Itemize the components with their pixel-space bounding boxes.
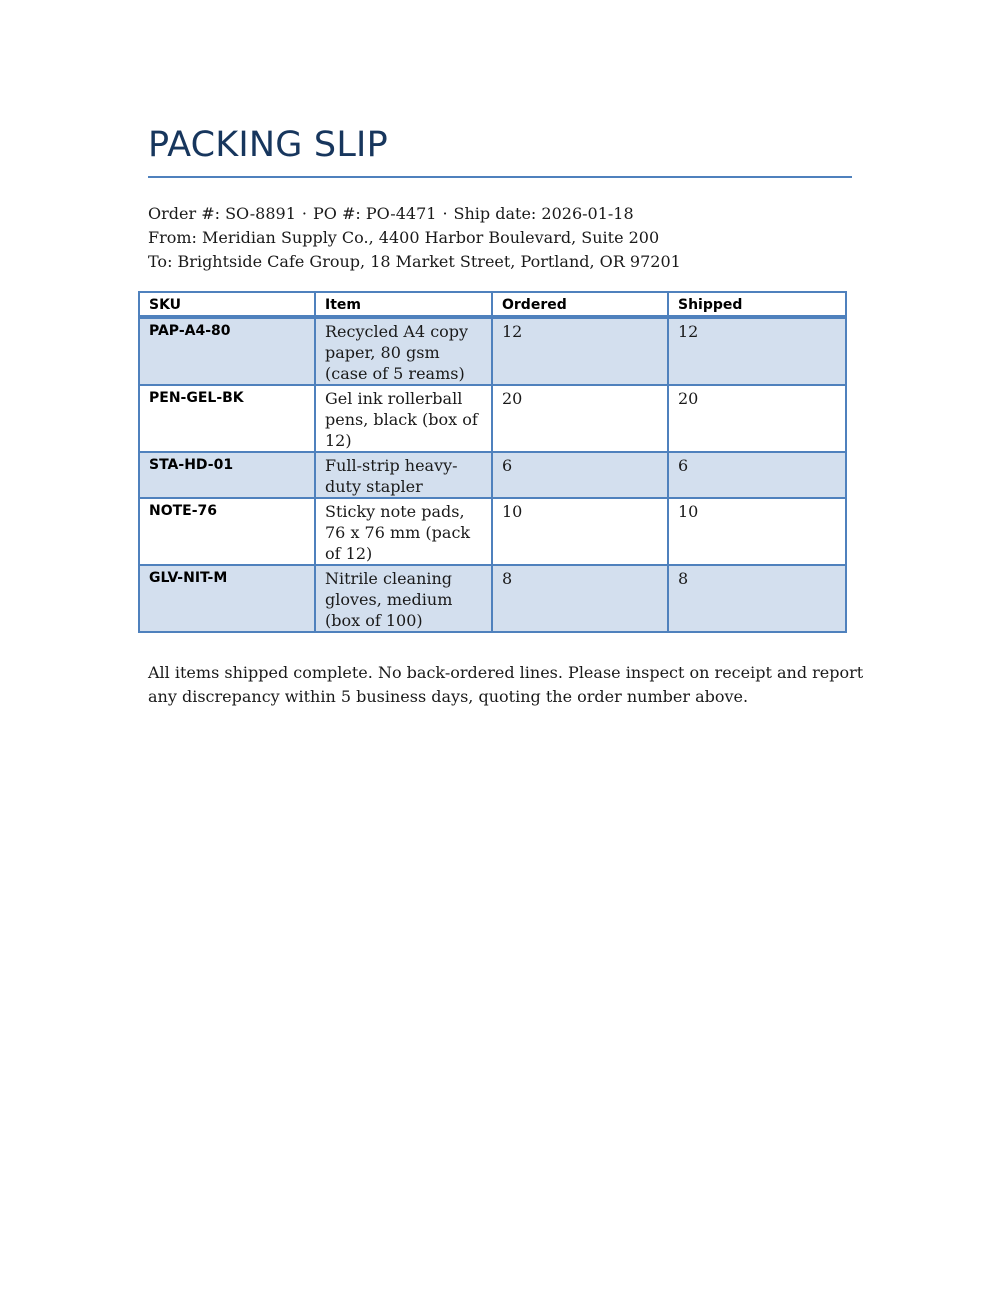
- shipped-cell: 6: [668, 452, 846, 498]
- table-row: [139, 452, 846, 498]
- order-meta: [148, 202, 681, 274]
- column-header-item: Item: [315, 292, 492, 317]
- from-address: From: Meridian Supply Co., 4400 Harbor Boulevard, Suite 200: [148, 228, 660, 247]
- item-cell: Nitrile cleaning gloves, medium (box of 100): [315, 565, 492, 632]
- table-row: [139, 565, 846, 632]
- ordered-cell: 10: [492, 498, 668, 565]
- order-number: Order #: SO-8891: [148, 204, 296, 223]
- shipped-cell: 8: [668, 565, 846, 632]
- sku-cell: NOTE-76: [139, 498, 315, 565]
- table-row: [139, 317, 846, 385]
- ordered-cell: 6: [492, 452, 668, 498]
- sku-cell: STA-HD-01: [139, 452, 315, 498]
- po-number: PO #: PO-4471: [312, 204, 437, 223]
- separator-dot: ·: [301, 204, 307, 223]
- item-cell: Sticky note pads, 76 x 76 mm (pack of 12): [315, 498, 492, 565]
- item-cell: Full-strip heavy-duty stapler: [315, 452, 492, 498]
- table-header-row: [139, 292, 846, 317]
- ordered-cell: 12: [492, 317, 668, 385]
- column-header-sku: SKU: [139, 292, 315, 317]
- sku-cell: PAP-A4-80: [139, 317, 315, 385]
- column-header-shipped: Shipped: [668, 292, 846, 317]
- to-address: To: Brightside Cafe Group, 18 Market Street, Portland, OR 97201: [148, 252, 681, 271]
- order-ids-line: [148, 202, 681, 226]
- page-title: PACKING SLIP: [148, 125, 388, 165]
- ordered-cell: 20: [492, 385, 668, 452]
- items-table: [138, 291, 847, 633]
- item-cell: Gel ink rollerball pens, black (box of 12): [315, 385, 492, 452]
- column-header-ordered: Ordered: [492, 292, 668, 317]
- table-row: [139, 385, 846, 452]
- sku-cell: GLV-NIT-M: [139, 565, 315, 632]
- shipped-cell: 10: [668, 498, 846, 565]
- item-cell: Recycled A4 copy paper, 80 gsm (case of 5 reams): [315, 317, 492, 385]
- title-rule: [148, 176, 852, 178]
- sku-cell: PEN-GEL-BK: [139, 385, 315, 452]
- shipped-cell: 20: [668, 385, 846, 452]
- separator-dot: ·: [442, 204, 448, 223]
- ordered-cell: 8: [492, 565, 668, 632]
- ship-date: Ship date: 2026-01-18: [453, 204, 634, 223]
- shipping-notes: All items shipped complete. No back-ordered lines. Please inspect on receipt and report any discrepancy within 5 business days, quoting the order number above.: [148, 663, 864, 706]
- shipped-cell: 12: [668, 317, 846, 385]
- table-row: [139, 498, 846, 565]
